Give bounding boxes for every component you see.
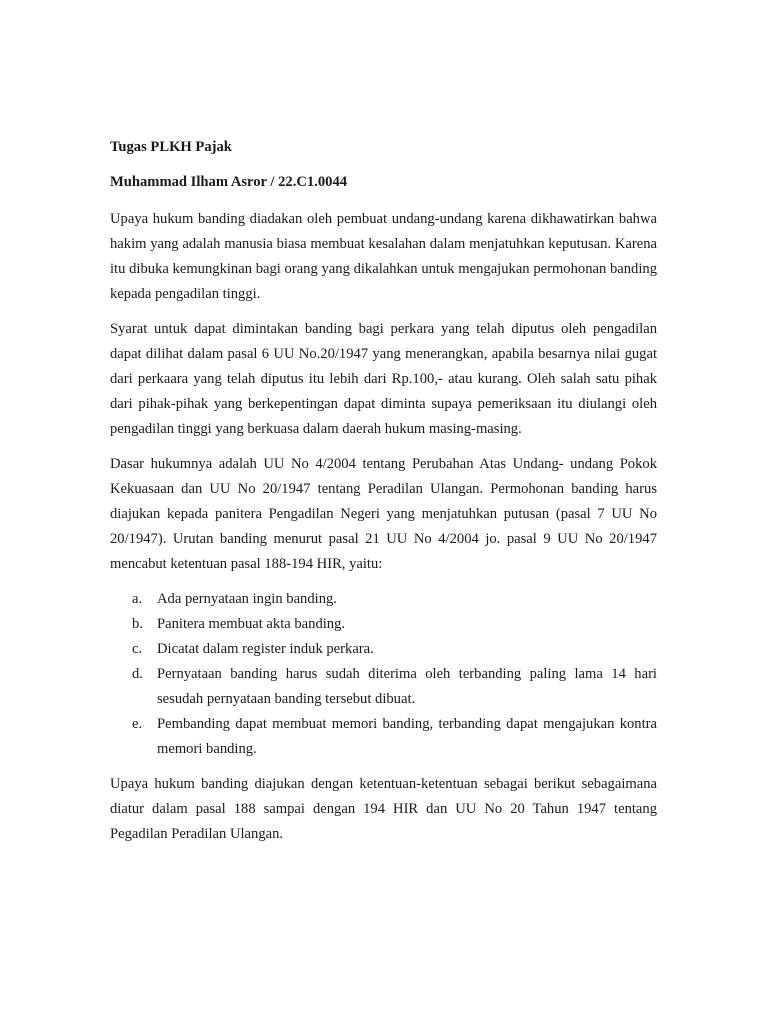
list-marker: a.	[132, 591, 143, 607]
list-item-text: Dicatat dalam register induk perkara.	[157, 641, 374, 657]
paragraph-ketentuan: Upaya hukum banding diajukan dengan ketentuan-ketentuan sebagai berikut sebagaimana diatur dalam pasal 188 sampai dengan 194 HIR dan UU No 20 Tahun 1947 tentang Pegadilan Peradilan Ulangan.	[110, 776, 657, 842]
paragraph-syarat: Syarat untuk dapat dimintakan banding bagi perkara yang telah diputus oleh pengadilan dapat dilihat dalam pasal 6 UU No.20/1947 yang menerangkan, apabila besarnya nilai gugat dari perkaara yang telah diputus itu lebih dari Rp.100,- atau kurang. Oleh salah satu pihak dari pihak-pihak yang berkepentingan dapat diminta supaya pemeriksaan itu diulangi oleh pengadilan tinggi yang berkuasa dalam daerah hukum masing-masing.	[110, 321, 657, 437]
list-item	[110, 712, 657, 762]
list-item-text: Ada pernyataan ingin banding.	[157, 591, 337, 607]
list-item-text: Pernyataan banding harus sudah diterima oleh terbanding paling lama 14 hari sesudah pernyataan banding tersebut dibuat.	[157, 666, 657, 707]
document-body	[110, 137, 657, 857]
author-line: Muhammad Ilham Asror / 22.C1.0044	[110, 174, 348, 190]
list-marker: e.	[132, 716, 143, 732]
procedure-list	[110, 587, 657, 762]
document-title: Tugas PLKH Pajak	[110, 139, 232, 155]
list-marker: c.	[132, 641, 143, 657]
paragraph-dasar-hukum: Dasar hukumnya adalah UU No 4/2004 tentang Perubahan Atas Undang- undang Pokok Kekuasaan dan UU No 20/1947 tentang Peradilan Ulangan. Permohonan banding harus diajukan kepada panitera Pengadilan Negeri yang menjatuhkan putusan (pasal 7 UU No 20/1947). Urutan banding menurut pasal 21 UU No 4/2004 jo. pasal 9 UU No 20/1947 mencabut ketentuan pasal 188-194 HIR, yaitu:	[110, 456, 657, 572]
list-item	[110, 612, 657, 637]
list-item-text: Pembanding dapat membuat memori banding, terbanding dapat mengajukan kontra memori banding.	[157, 716, 657, 757]
list-item	[110, 587, 657, 612]
list-marker: d.	[132, 666, 143, 682]
list-item-text: Panitera membuat akta banding.	[157, 616, 346, 632]
list-marker: b.	[132, 616, 143, 632]
paragraph-intro: Upaya hukum banding diadakan oleh pembuat undang-undang karena dikhawatirkan bahwa hakim yang adalah manusia biasa membuat kesalahan dalam menjatuhkan keputusan. Karena itu dibuka kemungkinan bagi orang yang dikalahkan untuk mengajukan permohonan banding kepada pengadilan tinggi.	[110, 211, 657, 302]
list-item	[110, 637, 657, 662]
list-item	[110, 662, 657, 712]
